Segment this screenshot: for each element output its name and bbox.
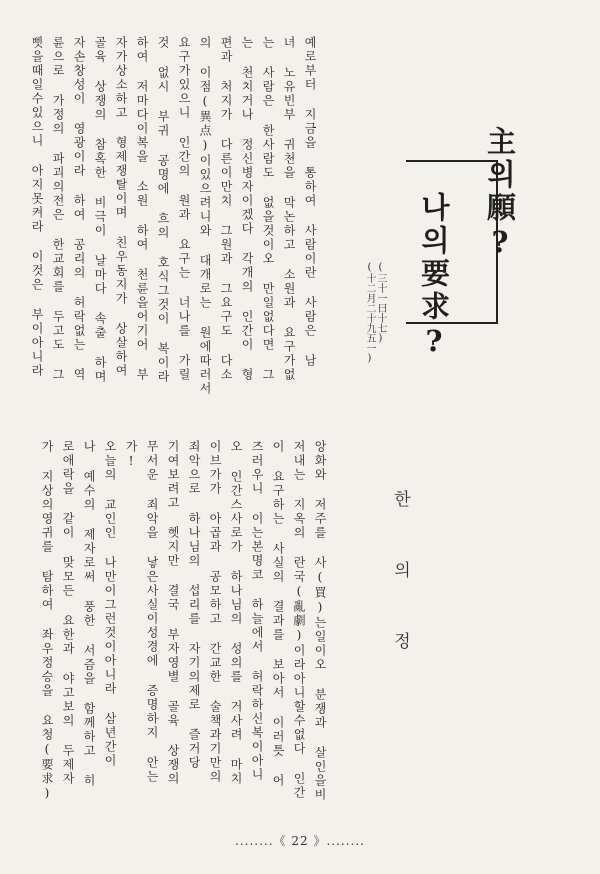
body-line: 요구가있으니 인간의 원과 요구는 너나를 가릴 <box>177 36 191 382</box>
body-line: 이 요구하는 사실의 결과를 보아서 이러틋 어 <box>271 440 285 788</box>
body-line: 하여 저마다이복을 소원 하여 천륜을어기어 부 <box>135 36 149 382</box>
body-line: 편과 처지가 다른이만치 그원과 그요구도 다소 <box>219 36 233 382</box>
body-line: 자가상소하고 형제쟁탈이며 친우동지가 상살하여 <box>114 36 128 378</box>
body-line: 로애락을 같이 맞모든 요한과 야고보의 두제자 <box>61 440 75 786</box>
title-note-line: (十二月二十九五一) <box>364 262 375 364</box>
body-line: 륜으로 가정의 파괴의전은 한교회를 두고도 그 <box>51 36 65 382</box>
article-subtitle: 나의要求? <box>417 192 451 362</box>
body-line: 녀 노유빈부 귀천을 막논하고 소원과 요구가없 <box>282 36 296 382</box>
author-name: 한의정 <box>390 490 410 703</box>
body-line: 골육 상쟁의 참혹한 비극이 날마다 속출 하며 <box>93 36 107 384</box>
title-note-line: (三十一曰十七) <box>375 262 386 344</box>
body-line: 저내는 지옥의 란국(亂劇)이라아니할수없다 인간 <box>292 440 306 800</box>
body-text-upper <box>26 36 320 446</box>
body-line: 예로부터 지금을 통하여 사람이란 사람은 남 <box>303 36 317 368</box>
body-line: 가! <box>124 440 138 470</box>
body-line: 는 사람은 한사람도 없을것이오 만일없다면 그 <box>261 36 275 382</box>
body-line: 자손창성이 영광이라 하여 공리의 허락없는 역 <box>72 36 86 382</box>
body-text-lower <box>36 440 330 860</box>
body-line: 즈러우니 이는본명코 하늘에서 허락하신복이아니 <box>250 440 264 782</box>
body-line: 는 천치거나 정신병자이겠다 각개의 인간이 형 <box>240 36 254 382</box>
body-line: 나 예수의 제자로써 풍한 서즘을 함께하고 히 <box>82 440 96 788</box>
body-line: 죄악으로 하나님의 섭리를 자기의제로 즐거당 <box>187 440 201 770</box>
body-line: 의 이점(異点)이있으려니와 대개로는 원에따러서 <box>198 36 212 396</box>
body-line: 오늘의 교인인 나만이그런것이아니라 삼년간이 <box>103 440 117 768</box>
body-line: 오 인간스사로가 하나님의 성의를 거사려 마치 <box>229 440 243 786</box>
body-line: 삣을때일수있으니 아지못켜라 이것은 부이아니라 <box>30 36 44 378</box>
body-line: 가 지상의영귀를 탐하여 좌우정승을 요청(要求) <box>40 440 54 802</box>
body-line: 이브가가 아곱과 공모하고 간교한 술책과기만의 <box>208 440 222 784</box>
body-line: 것 없시 부귀 공명에 흐의 호식그것이 복이라 <box>156 36 170 384</box>
body-line: 앙화와 저주를 사(買)는일이오 분쟁과 살인을비 <box>313 440 327 802</box>
page-number: ........《 22 》........ <box>235 834 365 848</box>
body-line: 무서운 죄악을 낳은사실이성경에 증명하지 안는 <box>145 440 159 784</box>
title-date-note <box>364 262 386 364</box>
article-title: 主의願? <box>483 126 517 263</box>
body-line: 기여보려고 헷지만 결국 부자영별 골육 상쟁의 <box>166 440 180 786</box>
